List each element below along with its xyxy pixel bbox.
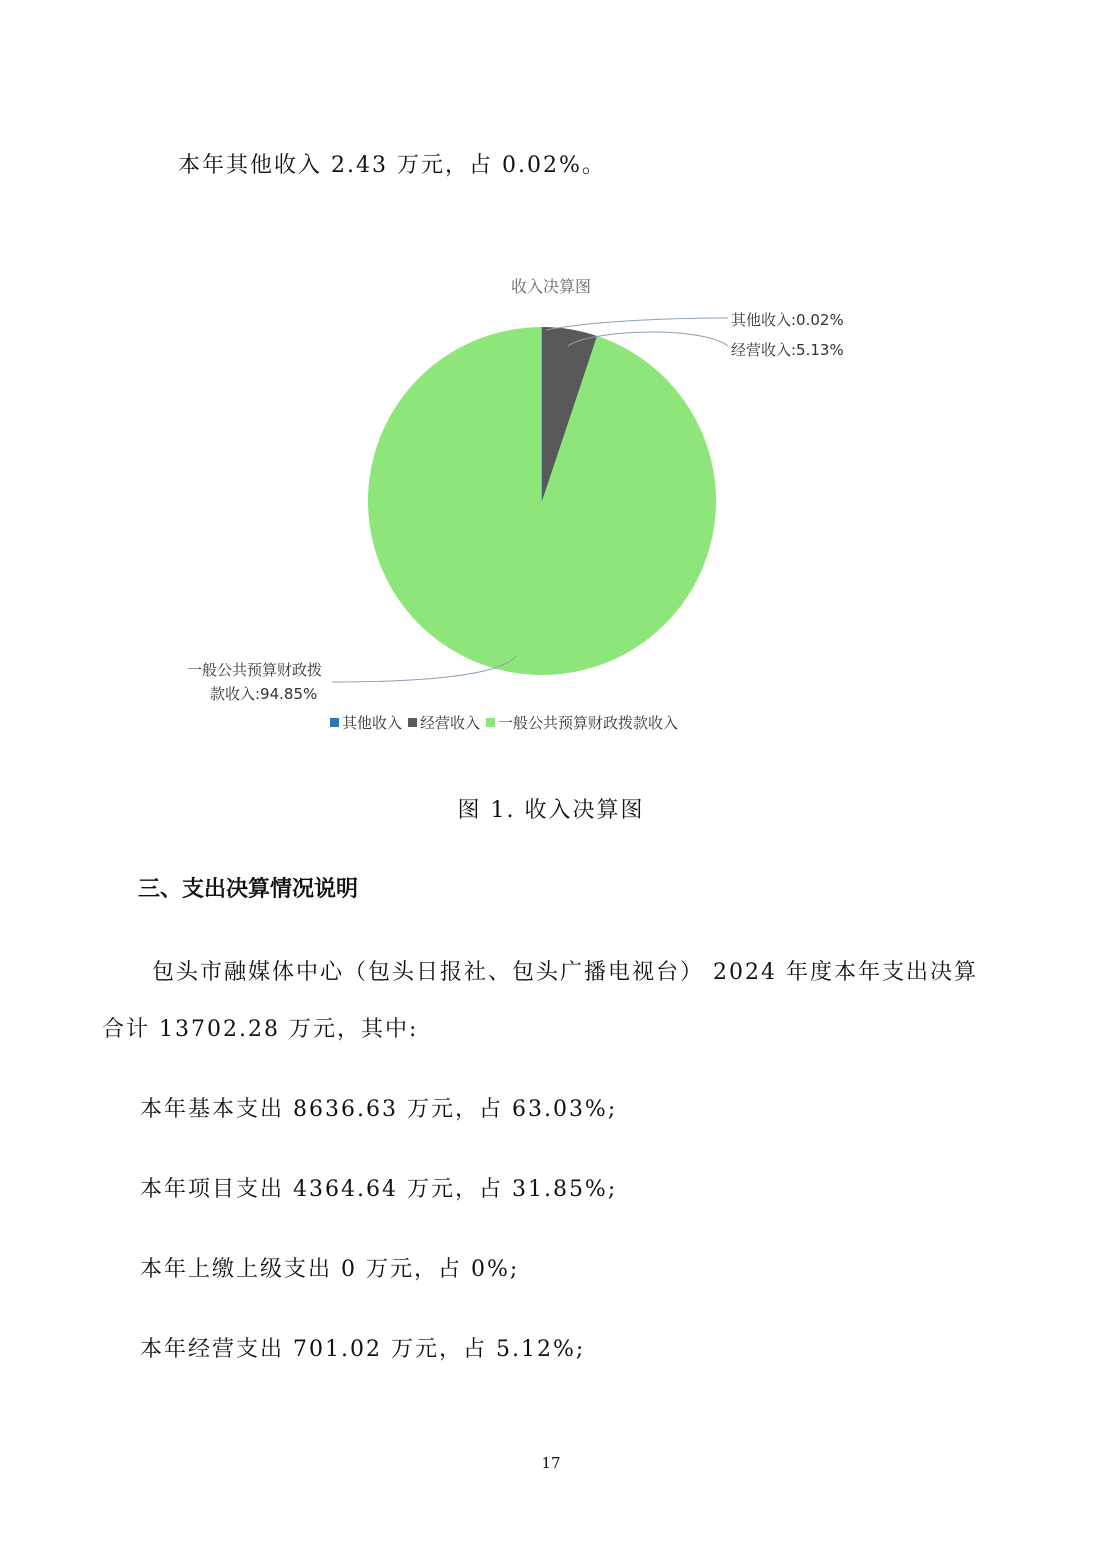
chart-legend (330, 712, 678, 733)
expenditure-item-basic: 本年基本支出 8636.63 万元，占 63.03%; (140, 1097, 618, 1122)
data-label-other: 其他收入:0.02% (731, 311, 844, 329)
data-label-general-line1: 一般公共预算财政拨 (187, 661, 323, 679)
expenditure-intro-line1: 包头市融媒体中心（包头日报社、包头广播电视台） 2024 年度本年支出决算 (152, 960, 978, 985)
legend-swatch-gray-icon (408, 718, 417, 727)
data-label-general-line2: 款收入:94.85% (210, 685, 318, 703)
section-heading: 三、支出决算情况说明 (138, 877, 359, 902)
chart-title: 收入决算图 (510, 277, 591, 296)
expenditure-item-upper: 本年上缴上级支出 0 万元，占 0%; (140, 1257, 520, 1282)
legend-item-business (408, 712, 480, 733)
income-pie-chart (0, 0, 1102, 760)
legend-swatch-green-icon (486, 718, 495, 727)
data-label-business: 经营收入:5.13% (731, 341, 844, 359)
expenditure-intro-line2: 合计 13702.28 万元，其中: (102, 1017, 419, 1042)
legend-item-general (486, 712, 678, 733)
legend-label: 一般公共预算财政拨款收入 (498, 714, 679, 732)
legend-swatch-blue-icon (330, 718, 339, 727)
expenditure-item-project: 本年项目支出 4364.64 万元，占 31.85%; (140, 1177, 618, 1202)
page-number: 17 (541, 1454, 561, 1472)
legend-label: 经营收入 (420, 714, 481, 732)
figure-caption: 图 1. 收入决算图 (457, 798, 645, 823)
other-income-paragraph: 本年其他收入 2.43 万元，占 0.02%。 (178, 153, 606, 178)
leader-line-other (546, 318, 728, 330)
legend-label: 其他收入 (342, 714, 403, 732)
expenditure-item-business: 本年经营支出 701.02 万元，占 5.12%; (140, 1337, 586, 1362)
legend-item-other (330, 712, 402, 733)
